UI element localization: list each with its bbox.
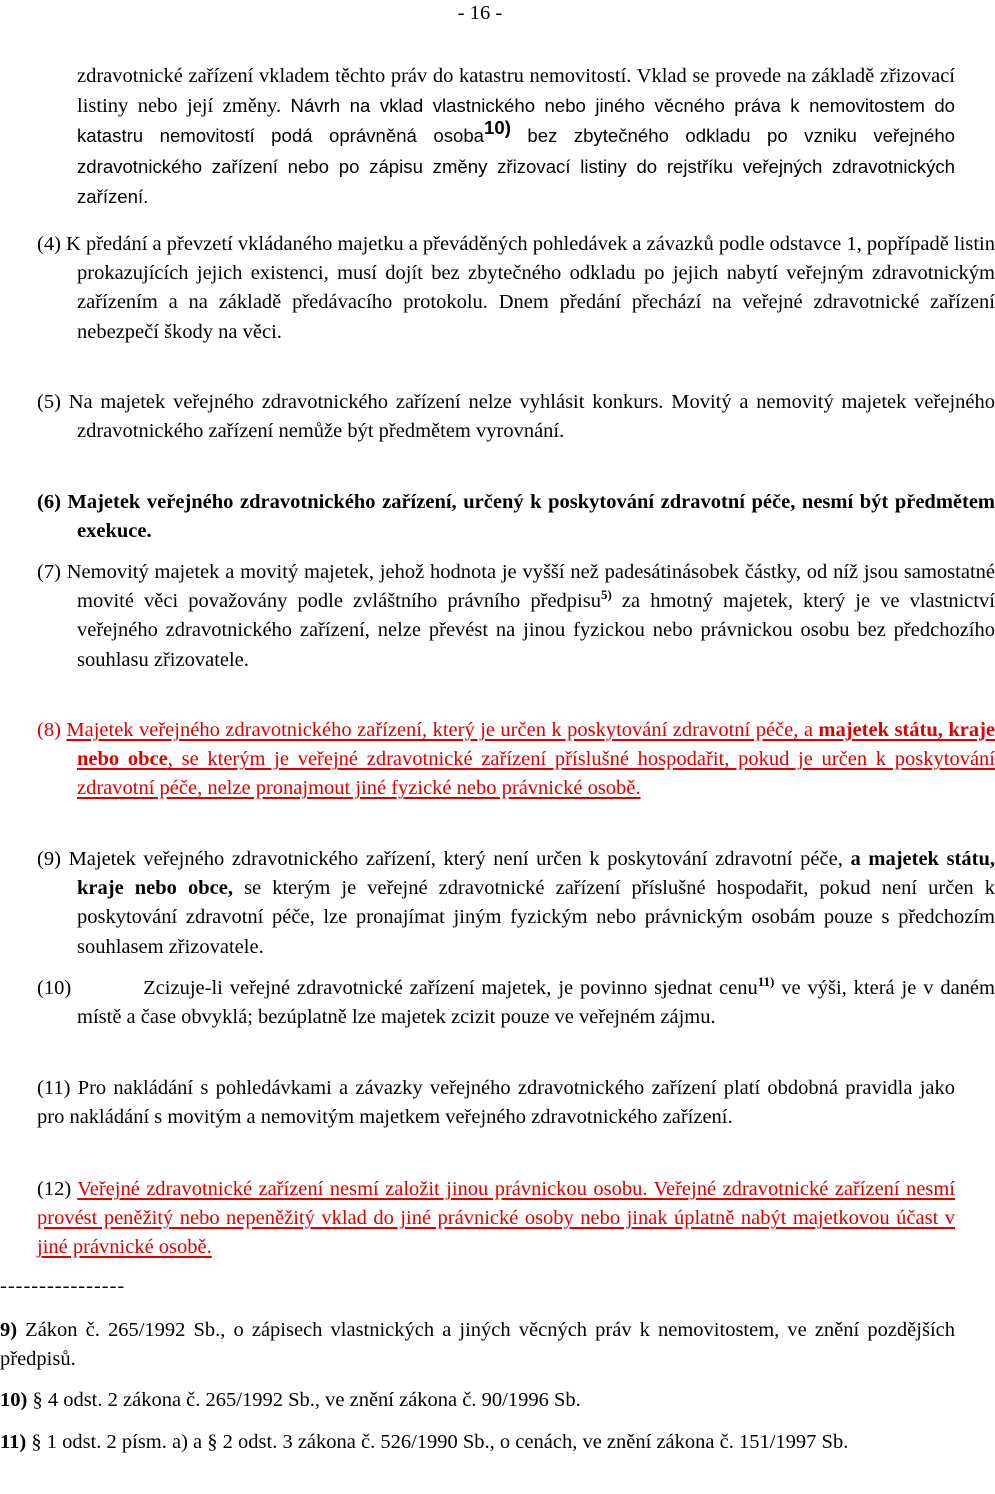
footnote-10-number: 10) [0,1389,28,1411]
paragraph-11-number: (11) [37,1077,71,1099]
paragraph-7-text-2: za hmotný majetek, který je ve vlastnictví veřejného zdravotnického zařízení, nelze převést na jinou fyzickou nebo právnickou osobu bez předchozího souhlasu zřizovatele. [77,590,995,671]
paragraph-7-number: (7) [37,561,61,583]
paragraph-5-text: Na majetek veřejného zdravotnického zařízení nelze vyhlásit konkurs. Movitý a nemovitý majetek veřejného zdravotnického zařízení nemůže být předmětem vyrovnání. [68,391,995,443]
paragraph-8-number: (8) [37,719,61,741]
footnote-9-text: Zákon č. 265/1992 Sb., o zápisech vlastnických a jiných věcných práv k nemovitostem, ve znění pozdějších předpisů. [0,1319,955,1371]
paragraph-9-text-2: se kterým je veřejné zdravotnické zařízení příslušné hospodařit, pokud není určen k poskytování zdravotní péče, lze pronajímat jiným fyzickým nebo právnickým osobám pouze s předchozím souhlasem zřizovatele. [77,877,995,958]
footnote-11-number: 11) [0,1431,27,1453]
paragraph-8-text-2: , se kterým je veřejné zdravotnické zařízení příslušné hospodařit, pokud je určen k poskytování zdravotní péče, nelze pronajmout jiné fyzické nebo právnické osobě. [77,748,995,800]
paragraph-10 [37,974,995,1032]
paragraph-11 [37,1074,955,1132]
intro-text-2: Návrh na vklad vlastnického nebo jiného věcného práva k nemovitostem do katastru nemovitostí podá oprávněná osoba [77,95,956,147]
paragraph-4 [37,230,995,347]
footnote-separator: ---------------- [0,1275,126,1297]
paragraph-10-text-1: Zcizuje-li veřejné zdravotnické zařízení majetek, je povinno sjednat cenu [143,977,758,999]
paragraph-8-bold: majetek státu, kraje nebo obce [77,719,995,771]
footnote-ref-5: 5) [600,587,612,603]
footnote-9-number: 9) [0,1319,18,1341]
footnote-10 [0,1386,955,1415]
paragraph-12 [37,1175,955,1263]
paragraph-5 [37,388,995,446]
paragraph-12-number: (12) [37,1178,72,1200]
footnote-10-text: § 4 odst. 2 zákona č. 265/1992 Sb., ve znění zákona č. 90/1996 Sb. [27,1389,581,1411]
intro-text-1: zdravotnické zařízení vkladem těchto práv do katastru nemovitostí. Vklad se provede na základě zřizovací listiny nebo její změny. [77,65,955,118]
paragraph-7 [37,558,995,675]
paragraph-6-text: Majetek veřejného zdravotnického zařízení, určený k poskytování zdravotní péče, nesmí být předmětem exekuce. [67,491,995,543]
paragraph-12-text: Veřejné zdravotnické zařízení nesmí založit jinou právnickou osobu. Veřejné zdravotnické zařízení nesmí provést peněžitý nebo nepeněžitý vklad do jiné právnické osoby nebo jinak úplatně nabýt majetkovou účast v jiné právnické osobě. [37,1178,955,1259]
footnote-ref-11: 11) [757,974,775,989]
paragraph-9-text-1: Majetek veřejného zdravotnického zařízení, který není určen k poskytování zdravotní péče, [68,848,851,870]
intro-text-3: bez zbytečného odkladu po vzniku veřejného zdravotnického zařízení nebo po zápisu změny zřizovací listiny do rejstříku veřejných zdravotnických zařízení. [77,125,955,207]
footnote-9 [0,1316,955,1374]
paragraph-4-text: K předání a převzetí vkládaného majetku a převáděných pohledávek a závazků podle odstavce 1, popřípadě listin prokazujících jejich existenci, musí dojít bez zbytečného odkladu po jejich nabytí veřejným zdravotnickým zařízením a na základě předávacího protokolu. Dnem předání přechází na veřejné zdravotnické zařízení nebezpečí škody na věci. [66,233,995,343]
paragraph-9-bold: a majetek státu, kraje nebo obce, [77,848,995,900]
page-number: - 16 - [457,2,503,24]
paragraph-11-text: Pro nakládání s pohledávkami a závazky veřejného zdravotnického zařízení platí obdobná pravidla jako pro nakládání s movitým a nemovitým majetkem veřejného zdravotnického zařízení. [37,1077,956,1129]
footnote-11-text: § 1 odst. 2 písm. a) a § 2 odst. 3 zákona č. 526/1990 Sb., o cenách, ve znění zákona č. 151/1997 Sb. [26,1431,849,1453]
paragraph-6 [37,488,995,546]
paragraph-10-number: (10) [37,977,72,999]
paragraph-7-text-1: Nemovitý majetek a movitý majetek, jehož hodnota je vyšší než padesátinásobek částky, od níž jsou samostatné movité věci považovány podle zvláštního právního předpisu [66,561,995,613]
footnote-11 [0,1428,955,1457]
paragraph-8 [37,716,995,804]
intro-paragraph [77,62,955,212]
footnote-ref-10: 10) [484,117,511,139]
paragraph-9 [37,845,995,962]
paragraph-4-number: (4) [37,233,61,255]
paragraph-5-number: (5) [37,391,61,413]
paragraph-8-text-1: Majetek veřejného zdravotnického zařízení, který je určen k poskytování zdravotní péče, a [66,719,819,741]
paragraph-6-number: (6) [37,491,61,513]
paragraph-9-number: (9) [37,848,61,870]
paragraph-10-text-2: ve výši, která je v daném místě a čase obvyklá; bezúplatně lze majetek zcizit pouze ve veřejném zájmu. [77,977,995,1029]
